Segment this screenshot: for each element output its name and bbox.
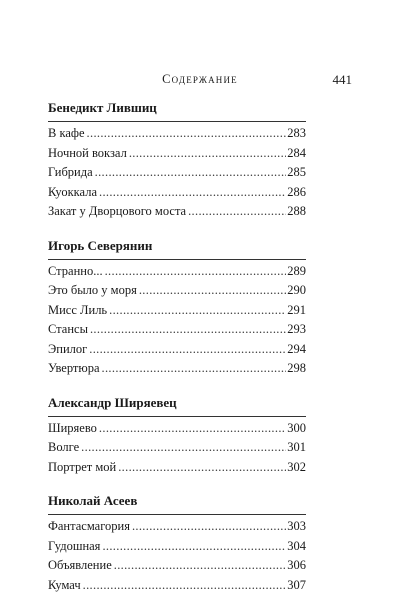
toc-entry [48,556,306,576]
author-heading: Игорь Северянин [48,238,306,260]
entry-title: Эпилог [48,341,88,356]
dot-leader [83,576,287,596]
toc-entry [48,458,306,478]
entry-title: Кумач [48,577,81,592]
dot-leader [87,124,287,144]
entry-title: Волге [48,440,80,454]
entry-page: 301 [287,440,306,454]
author-heading: Бенедикт Лившиц [48,100,306,122]
entry-page: 294 [287,341,306,356]
dot-leader [114,556,287,576]
toc-section [48,238,306,379]
entry-page: 291 [287,302,306,317]
toc-section [48,100,306,222]
toc-entry [48,301,306,321]
entry-page: 298 [287,361,306,375]
entry-title: Странно... [48,263,103,278]
toc-entry [48,262,306,282]
entry-title: Куоккала [48,184,97,199]
dot-leader [109,301,286,321]
dot-leader [95,163,287,183]
running-head [48,72,352,88]
toc-entry [48,281,306,301]
toc-entry [48,124,306,144]
dot-leader [99,183,286,203]
entry-page: 293 [287,322,306,336]
entry-page: 304 [287,538,306,553]
entry-page: 290 [287,283,306,297]
dot-leader [118,458,286,478]
dot-leader [132,517,286,537]
author-heading: Николай Асеев [48,493,306,515]
entry-title: В кафе [48,126,85,140]
entry-title: Гибрида [48,165,93,179]
toc-entry [48,144,306,164]
toc-entry [48,438,306,458]
entry-title: Ночной вокзал [48,145,127,160]
toc-entry [48,163,306,183]
entry-page: 283 [287,126,306,140]
toc-entry [48,359,306,379]
entry-page: 288 [287,204,306,218]
page-number: 441 [332,72,352,87]
dot-leader [105,262,287,282]
entry-title: Это было у моря [48,283,137,297]
entry-title: Мисс Лиль [48,302,108,317]
dot-leader [99,419,286,439]
toc-entry [48,517,306,537]
dot-leader [89,340,286,360]
toc-entry [48,576,306,596]
toc-section [48,395,306,478]
toc-entry [48,340,306,360]
entry-page: 284 [287,145,306,160]
entry-title: Увертюра [48,361,100,375]
dot-leader [188,202,286,222]
entry-title: Ширяево [48,420,97,435]
entry-title: Портрет мой [48,459,117,474]
running-title: Содержание [162,72,238,86]
toc-entry [48,320,306,340]
dot-leader [129,144,286,164]
entry-page: 307 [287,577,306,592]
entry-page: 285 [287,165,306,179]
table-of-contents [48,100,306,611]
toc-entry [48,183,306,203]
entry-page: 286 [287,184,306,199]
entry-title: Гудошная [48,538,101,553]
toc-section [48,493,306,595]
dot-leader [81,438,286,458]
entry-title: Стансы [48,322,88,336]
entry-title: Объявление [48,558,112,572]
entry-title: Фантасмагория [48,519,130,533]
toc-entry [48,537,306,557]
toc-entry [48,202,306,222]
dot-leader [139,281,286,301]
entry-page: 306 [287,558,306,572]
toc-entry [48,419,306,439]
entry-page: 289 [287,263,306,278]
dot-leader [102,359,287,379]
author-heading: Александр Ширяевец [48,395,306,417]
entry-page: 303 [287,519,306,533]
dot-leader [102,537,286,557]
entry-title: Закат у Дворцового моста [48,204,187,218]
entry-page: 302 [287,459,306,474]
entry-page: 300 [287,420,306,435]
dot-leader [90,320,286,340]
